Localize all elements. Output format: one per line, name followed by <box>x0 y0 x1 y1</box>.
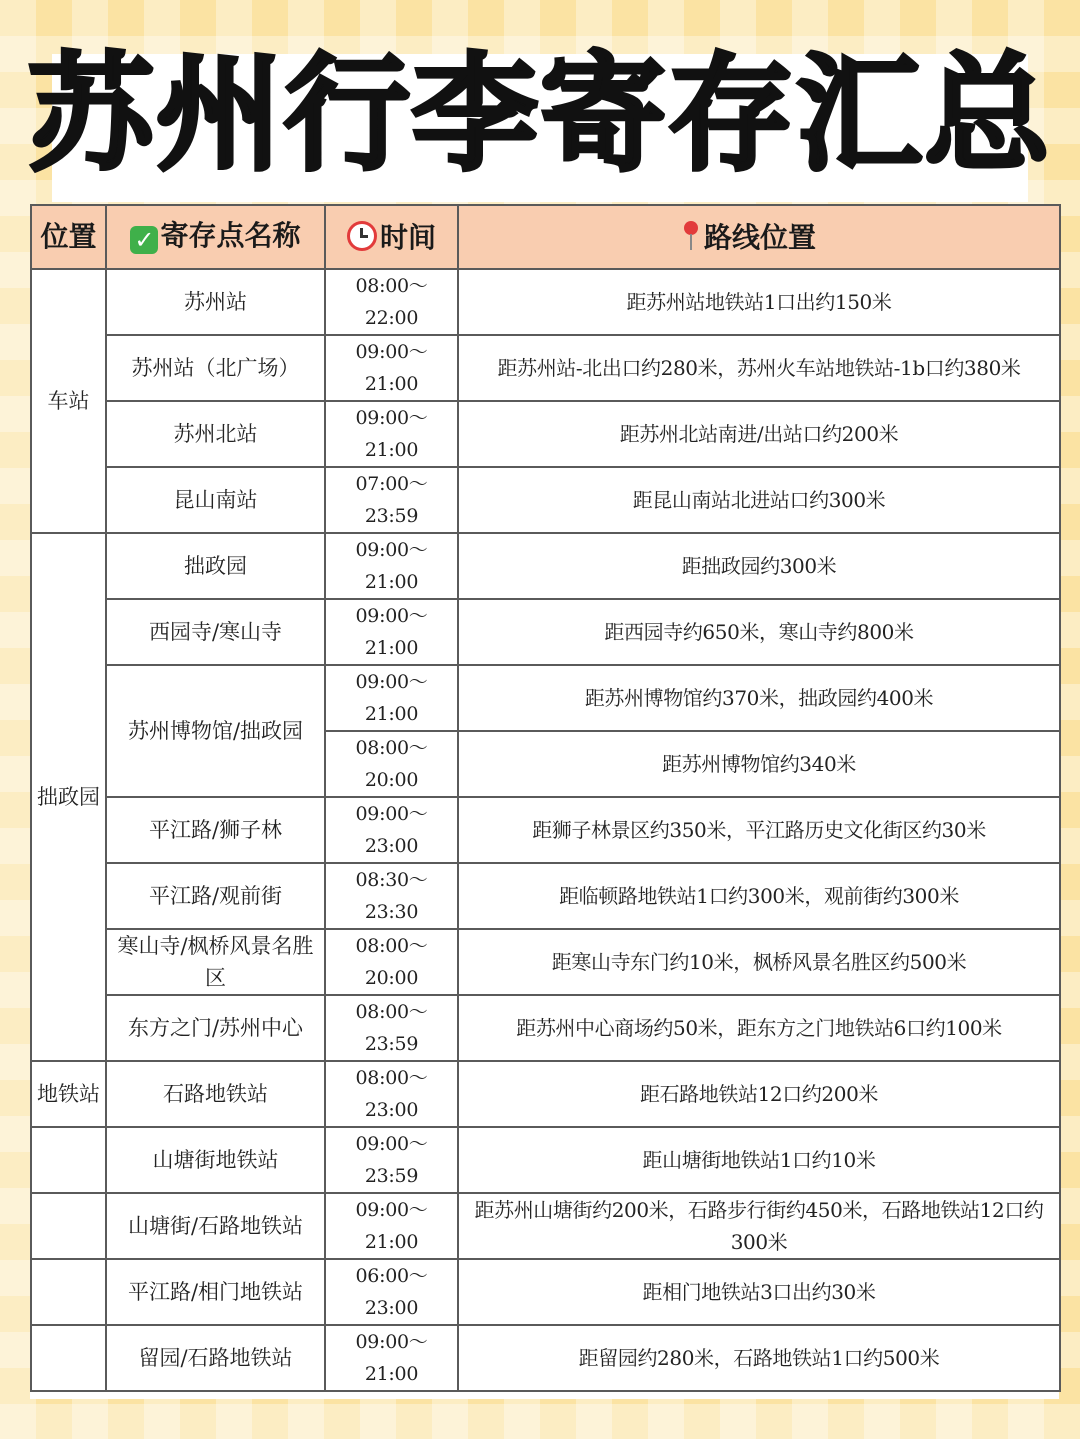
table-row <box>31 665 1060 731</box>
storage-name: 寒山寺/枫桥风景名胜区 <box>106 929 325 995</box>
storage-route: 距苏州站地铁站1口出约150米 <box>458 269 1060 335</box>
storage-time: 08:00～20:00 <box>325 731 458 797</box>
storage-name: 平江路/相门地铁站 <box>106 1259 325 1325</box>
table-row <box>31 1193 1060 1259</box>
storage-time: 09:00～21:00 <box>325 401 458 467</box>
storage-name: 苏州北站 <box>106 401 325 467</box>
table-row <box>31 533 1060 599</box>
storage-time: 09:00～21:00 <box>325 1325 458 1391</box>
header-route-label: 路线位置 <box>704 220 817 254</box>
group-cell-metro: 地铁站 <box>31 1061 106 1127</box>
group-cell-empty <box>31 1127 106 1193</box>
pushpin-icon <box>684 221 698 251</box>
storage-name: 东方之门/苏州中心 <box>106 995 325 1061</box>
storage-time: 06:00～23:00 <box>325 1259 458 1325</box>
storage-name: 西园寺/寒山寺 <box>106 599 325 665</box>
storage-route: 距留园约280米，石路地铁站1口约500米 <box>458 1325 1060 1391</box>
storage-table-container <box>30 204 1059 1399</box>
table-row <box>31 995 1060 1061</box>
header-time <box>325 205 458 269</box>
storage-time: 09:00～23:59 <box>325 1127 458 1193</box>
storage-route: 距苏州博物馆约370米，拙政园约400米 <box>458 665 1060 731</box>
storage-name: 石路地铁站 <box>106 1061 325 1127</box>
storage-time: 08:00～23:00 <box>325 1061 458 1127</box>
storage-time: 09:00～21:00 <box>325 335 458 401</box>
header-time-label: 时间 <box>379 220 436 254</box>
storage-route: 距拙政园约300米 <box>458 533 1060 599</box>
header-name-label: 寄存点名称 <box>160 219 301 252</box>
table-header-row <box>31 205 1060 269</box>
storage-name: 苏州站（北广场） <box>106 335 325 401</box>
storage-route: 距山塘街地铁站1口约10米 <box>458 1127 1060 1193</box>
storage-name: 山塘街/石路地铁站 <box>106 1193 325 1259</box>
storage-route: 距相门地铁站3口出约30米 <box>458 1259 1060 1325</box>
table-row <box>31 863 1060 929</box>
storage-route: 距西园寺约650米，寒山寺约800米 <box>458 599 1060 665</box>
table-row <box>31 797 1060 863</box>
storage-name: 平江路/观前街 <box>106 863 325 929</box>
storage-route: 距苏州站-北出口约280米，苏州火车站地铁站-1b口约380米 <box>458 335 1060 401</box>
table-row <box>31 1061 1060 1127</box>
group-cell-station: 车站 <box>31 269 106 533</box>
group-cell-empty <box>31 1259 106 1325</box>
storage-name: 山塘街地铁站 <box>106 1127 325 1193</box>
storage-route: 距苏州北站南进/出站口约200米 <box>458 401 1060 467</box>
storage-route: 距苏州博物馆约340米 <box>458 731 1060 797</box>
group-cell-empty <box>31 1193 106 1259</box>
storage-time: 09:00～21:00 <box>325 533 458 599</box>
table-row <box>31 1127 1060 1193</box>
page-title: 苏州行李寄存汇总 <box>28 41 1052 188</box>
table-row <box>31 269 1060 335</box>
table-row <box>31 929 1060 995</box>
storage-route: 距昆山南站北进站口约300米 <box>458 467 1060 533</box>
storage-name: 拙政园 <box>106 533 325 599</box>
check-mark-icon: ✓ <box>130 226 158 254</box>
table-row <box>31 1325 1060 1391</box>
table-row <box>31 599 1060 665</box>
storage-route: 距狮子林景区约350米，平江路历史文化街区约30米 <box>458 797 1060 863</box>
alarm-clock-icon <box>347 221 377 251</box>
storage-name: 留园/石路地铁站 <box>106 1325 325 1391</box>
storage-route: 距苏州中心商场约50米，距东方之门地铁站6口约100米 <box>458 995 1060 1061</box>
storage-time: 07:00～23:59 <box>325 467 458 533</box>
storage-name: 平江路/狮子林 <box>106 797 325 863</box>
group-cell-empty <box>31 1325 106 1391</box>
storage-time: 09:00～21:00 <box>325 665 458 731</box>
storage-time: 08:30～23:30 <box>325 863 458 929</box>
storage-name: 苏州站 <box>106 269 325 335</box>
group-cell-zhuozheng: 拙政园 <box>31 533 106 1061</box>
storage-time: 08:00～20:00 <box>325 929 458 995</box>
storage-table <box>30 204 1061 1392</box>
storage-name: 苏州博物馆/拙政园 <box>106 665 325 797</box>
storage-time: 09:00～23:00 <box>325 797 458 863</box>
header-name <box>106 205 325 269</box>
table-row <box>31 467 1060 533</box>
table-row <box>31 1259 1060 1325</box>
storage-route: 距临顿路地铁站1口约300米，观前街约300米 <box>458 863 1060 929</box>
storage-time: 09:00～21:00 <box>325 599 458 665</box>
header-location: 位置 <box>31 205 106 269</box>
table-row <box>31 335 1060 401</box>
storage-route: 距寒山寺东门约10米，枫桥风景名胜区约500米 <box>458 929 1060 995</box>
storage-time: 09:00～21:00 <box>325 1193 458 1259</box>
storage-time: 08:00～23:59 <box>325 995 458 1061</box>
storage-route: 距石路地铁站12口约200米 <box>458 1061 1060 1127</box>
table-row <box>31 401 1060 467</box>
header-route <box>458 205 1060 269</box>
storage-name: 昆山南站 <box>106 467 325 533</box>
storage-route: 距苏州山塘街约200米，石路步行街约450米，石路地铁站12口约300米 <box>458 1193 1060 1259</box>
storage-time: 08:00～22:00 <box>325 269 458 335</box>
